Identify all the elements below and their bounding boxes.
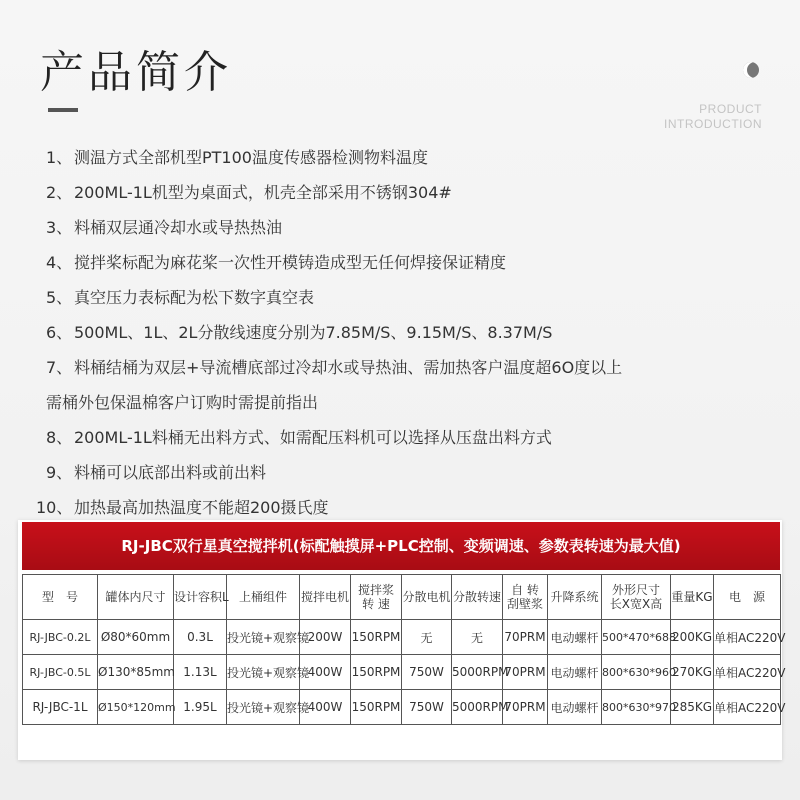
feature-item [46,385,786,420]
feature-number: 6、 [46,323,73,342]
spec-cell: 70PRM [503,620,548,655]
spec-cell: 70PRM [503,655,548,690]
spec-cell: RJ-JBC-1L [23,690,98,725]
spec-cell: 400W [300,690,351,725]
spec-cell: 无 [402,620,452,655]
circle-deco-icon [743,62,759,78]
spec-row [23,620,781,655]
spec-header-cell [351,575,402,620]
feature-text: 200ML-1L料桶无出料方式、如需配压料机可以选择从压盘出料方式 [74,428,552,447]
spec-header-text: 升降系统 [550,590,599,604]
spec-header-cell [227,575,300,620]
spec-row [23,690,781,725]
spec-header-text: 重量KG [671,590,713,604]
spec-header-cell [174,575,227,620]
page-title: 产品简介 [40,47,232,98]
spec-header-text: 罐体内尺寸 [105,590,166,604]
spec-header-cell [300,575,351,620]
spec-cell: 单相AC220V [714,620,781,655]
spec-cell: 270KG [671,655,714,690]
feature-item [46,455,786,490]
spec-header-text: 分散转速 [452,590,501,604]
feature-text: 加热最高加热温度不能超200摄氏度 [74,498,329,517]
spec-cell: 750W [402,690,452,725]
spec-cell: 投光镜+观察镜 [227,655,300,690]
spec-cell: 400W [300,655,351,690]
feature-number: 8、 [46,428,73,447]
spec-header-text: 搅拌电机 [300,590,349,604]
spec-cell: 1.13L [174,655,227,690]
feature-text: 200ML-1L机型为桌面式，机壳全部采用不锈钢304# [74,183,452,202]
spec-cell: 1.95L [174,690,227,725]
spec-cell: 电动螺杆 [548,690,602,725]
spec-cell: 285KG [671,690,714,725]
spec-header-text: 刮壁浆 [506,597,543,611]
spec-cell: Ø130*85mm [98,655,174,690]
feature-text: 搅拌桨标配为麻花桨一次性开模铸造成型无任何焊接保证精度 [74,253,507,272]
english-subtitle [664,102,762,132]
spec-cell: 投光镜+观察镜 [227,620,300,655]
title-underline [48,108,78,112]
spec-header-text: 外形尺寸 [611,583,660,597]
feature-number: 2、 [46,183,73,202]
feature-item [46,210,786,245]
spec-cell: 150RPM [351,655,402,690]
spec-cell: 150RPM [351,620,402,655]
feature-item [46,315,786,350]
spec-header-cell [548,575,602,620]
feature-text: 测温方式全部机型PT100温度传感器检测物料温度 [74,148,428,167]
spec-banner: RJ-JBC双行星真空搅拌机(标配触摸屏+PLC控制、变频调速、参数表转速为最大值) [22,522,780,570]
spec-cell: 单相AC220V [714,655,781,690]
spec-cell: 200W [300,620,351,655]
feature-item [46,245,786,280]
spec-cell: 投光镜+观察镜 [227,690,300,725]
spec-header-cell [602,575,671,620]
spec-header-cell [671,575,714,620]
feature-number: 10、 [36,498,73,517]
feature-text: 500ML、1L、2L分散线速度分别为7.85M/S、9.15M/S、8.37M/S [74,323,553,342]
spec-cell: RJ-JBC-0.5L [23,655,98,690]
spec-cell: Ø80*60mm [98,620,174,655]
spec-header-text: 自 转 [511,583,539,597]
spec-header-row [23,575,781,620]
spec-header-cell [98,575,174,620]
spec-header-text: 型 号 [41,590,78,604]
feature-item [46,350,786,385]
feature-item [46,420,786,455]
spec-header-cell [402,575,452,620]
feature-number: 1、 [46,148,73,167]
spec-header-text: 长X宽X高 [609,597,663,611]
spec-cell: RJ-JBC-0.2L [23,620,98,655]
spec-header-cell [23,575,98,620]
feature-item [46,175,786,210]
spec-header-text: 设计容积L [174,590,229,604]
feature-number: 5、 [46,288,73,307]
feature-number: 3、 [46,218,73,237]
spec-cell: Ø150*120mm [98,690,174,725]
spec-header-cell [714,575,781,620]
feature-number: 7、 [46,358,73,377]
spec-cell: 800*630*960 [602,655,671,690]
spec-cell: 500*470*688 [602,620,671,655]
spec-cell: 750W [402,655,452,690]
spec-cell: 电动螺杆 [548,655,602,690]
spec-header-text: 转 速 [362,597,390,611]
feature-item [46,140,786,175]
feature-list [36,140,786,525]
spec-cell: 800*630*970 [602,690,671,725]
spec-table [22,574,786,725]
spec-header-cell [452,575,503,620]
spec-row [23,655,781,690]
spec-cell: 5000RPM [452,655,503,690]
spec-cell: 70PRM [503,690,548,725]
spec-cell: 200KG [671,620,714,655]
feature-item [46,280,786,315]
feature-text: 料桶双层通冷却水或导热热油 [74,218,283,237]
feature-text: 真空压力表标配为松下数字真空表 [74,288,315,307]
spec-cell: 电动螺杆 [548,620,602,655]
feature-text: 料桶可以底部出料或前出料 [74,463,267,482]
spec-cell: 无 [452,620,503,655]
spec-header-cell [503,575,548,620]
spec-cell: 5000RPM [452,690,503,725]
spec-header-text: 上桶组件 [238,590,287,604]
spec-cell: 150RPM [351,690,402,725]
spec-header-text: 分散电机 [402,590,451,604]
spec-header-text: 电 源 [728,590,765,604]
english-subtitle-line1: PRODUCT [699,102,762,116]
english-subtitle-line2: INTRODUCTION [664,117,762,131]
spec-cell: 0.3L [174,620,227,655]
spec-header-text: 搅拌浆 [357,583,394,597]
feature-text: 需桶外包保温棉客户订购时需提前指出 [46,393,319,412]
feature-text: 料桶结桶为双层+导流槽底部过冷却水或导热油、需加热客户温度超6O度以上 [74,358,623,377]
spec-cell: 单相AC220V [714,690,781,725]
feature-number: 4、 [46,253,73,272]
feature-number: 9、 [46,463,73,482]
